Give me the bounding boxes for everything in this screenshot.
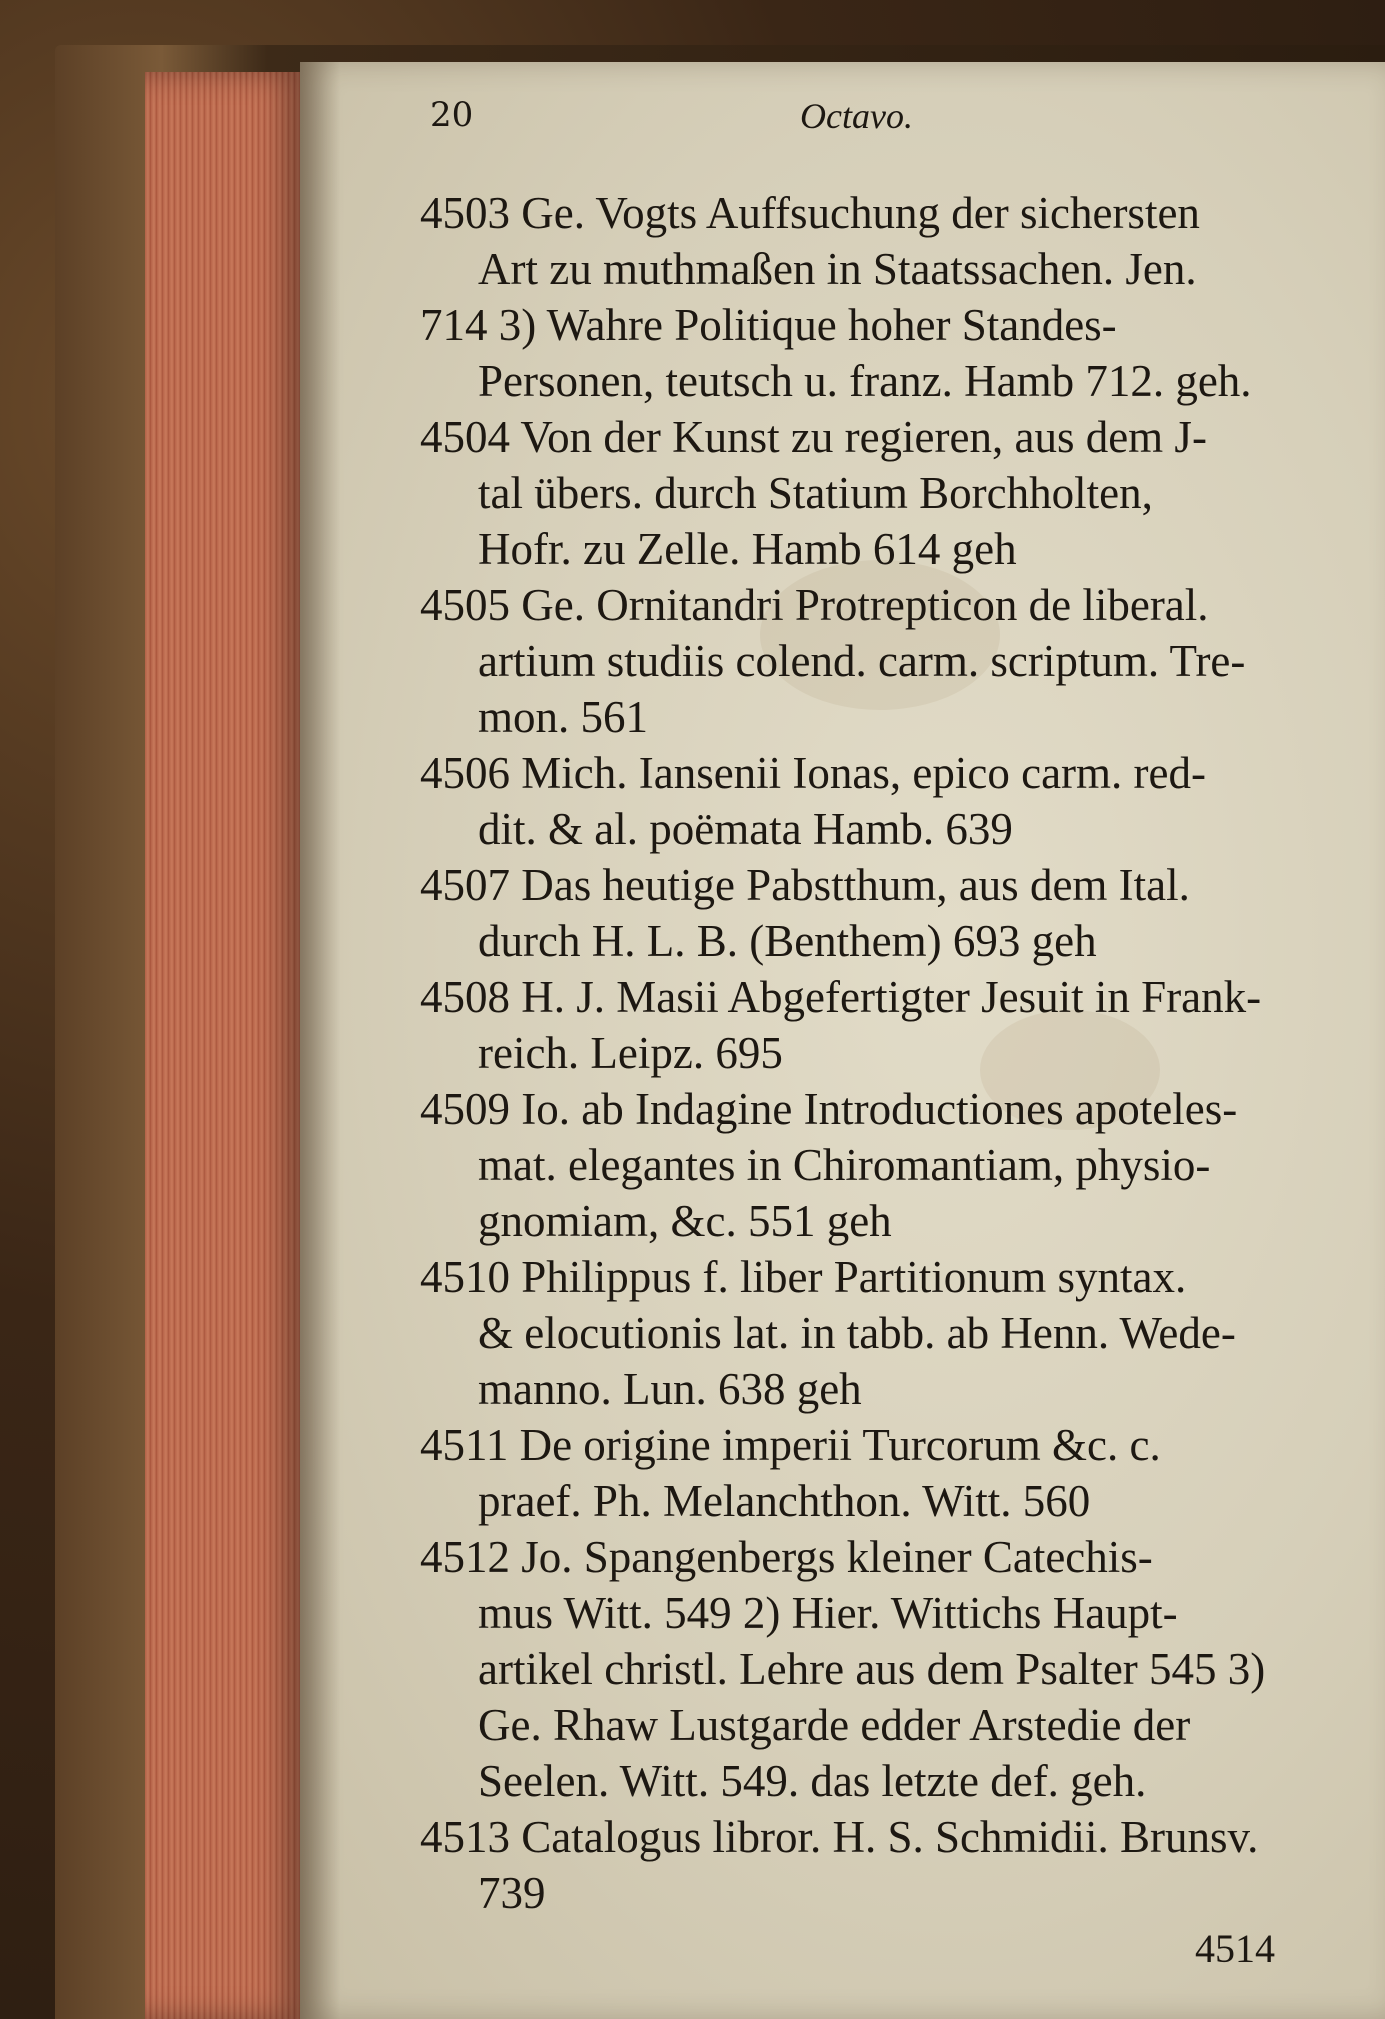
entry-line: Art zu muthmaßen in Staatssachen. Jen.: [478, 244, 1197, 294]
entry-line: Seelen. Witt. 549. das letzte def. geh.: [478, 1756, 1147, 1806]
entry-line: 4511 De origine imperii Turcorum &c. c.: [420, 1420, 1161, 1470]
entry-line: Hofr. zu Zelle. Hamb 614 geh: [478, 524, 1017, 574]
entry-line: artikel christl. Lehre aus dem Psalter 545 3): [478, 1644, 1266, 1694]
entry-line: dit. & al. poëmata Hamb. 639: [478, 804, 1013, 854]
entry-line: mus Witt. 549 2) Hier. Wittichs Haupt-: [478, 1588, 1178, 1638]
entry-line: 4513 Catalogus libror. H. S. Schmidii. Brunsv.: [420, 1812, 1259, 1862]
entry-line: 714 3) Wahre Politique hoher Standes-: [420, 300, 1117, 350]
entry-line: gnomiam, &c. 551 geh: [478, 1196, 892, 1246]
running-head: Octavo.: [800, 96, 913, 136]
entry-line: 4506 Mich. Iansenii Ionas, epico carm. red-: [420, 748, 1206, 798]
entry-line: 4508 H. J. Masii Abgefertigter Jesuit in Frank-: [420, 972, 1262, 1022]
entry-line: & elocutionis lat. in tabb. ab Henn. Wede-: [478, 1308, 1236, 1358]
entry-line: 4512 Jo. Spangenbergs kleiner Catechis-: [420, 1532, 1153, 1582]
page-edges: [145, 72, 305, 2019]
entry-line: mat. elegantes in Chiromantiam, physio-: [478, 1140, 1211, 1190]
entry-line: durch H. L. B. (Benthem) 693 geh: [478, 916, 1097, 966]
entry-line: reich. Leipz. 695: [478, 1028, 783, 1078]
entry-line: mon. 561: [478, 692, 649, 742]
entry-line: artium studiis colend. carm. scriptum. Tre-: [478, 636, 1246, 686]
entry-line: Personen, teutsch u. franz. Hamb 712. geh.: [478, 356, 1252, 406]
page-number: 20: [430, 95, 474, 135]
entry-line: tal übers. durch Statium Borchholten,: [478, 468, 1153, 518]
entry-line: 4505 Ge. Ornitandri Protrepticon de liberal.: [420, 580, 1209, 630]
page-gutter-shadow: [300, 62, 340, 2019]
entry-line: 4509 Io. ab Indagine Introductiones apoteles-: [420, 1084, 1238, 1134]
page-header: [430, 95, 1330, 155]
entry-line: 739: [478, 1868, 546, 1918]
entry-line: Ge. Rhaw Lustgarde edder Arstedie der: [478, 1700, 1191, 1750]
entry-line: 4503 Ge. Vogts Auffsuchung der sichersten: [420, 188, 1200, 238]
entry-line: manno. Lun. 638 geh: [478, 1364, 862, 1414]
entry-line: praef. Ph. Melanchthon. Witt. 560: [478, 1476, 1091, 1526]
entry-line: 4510 Philippus f. liber Partitionum syntax.: [420, 1252, 1187, 1302]
entry-line: 4504 Von der Kunst zu regieren, aus dem J-: [420, 412, 1207, 462]
entry-line: 4507 Das heutige Pabstthum, aus dem Ital.: [420, 860, 1190, 910]
catchword: 4514: [1195, 1926, 1275, 1971]
